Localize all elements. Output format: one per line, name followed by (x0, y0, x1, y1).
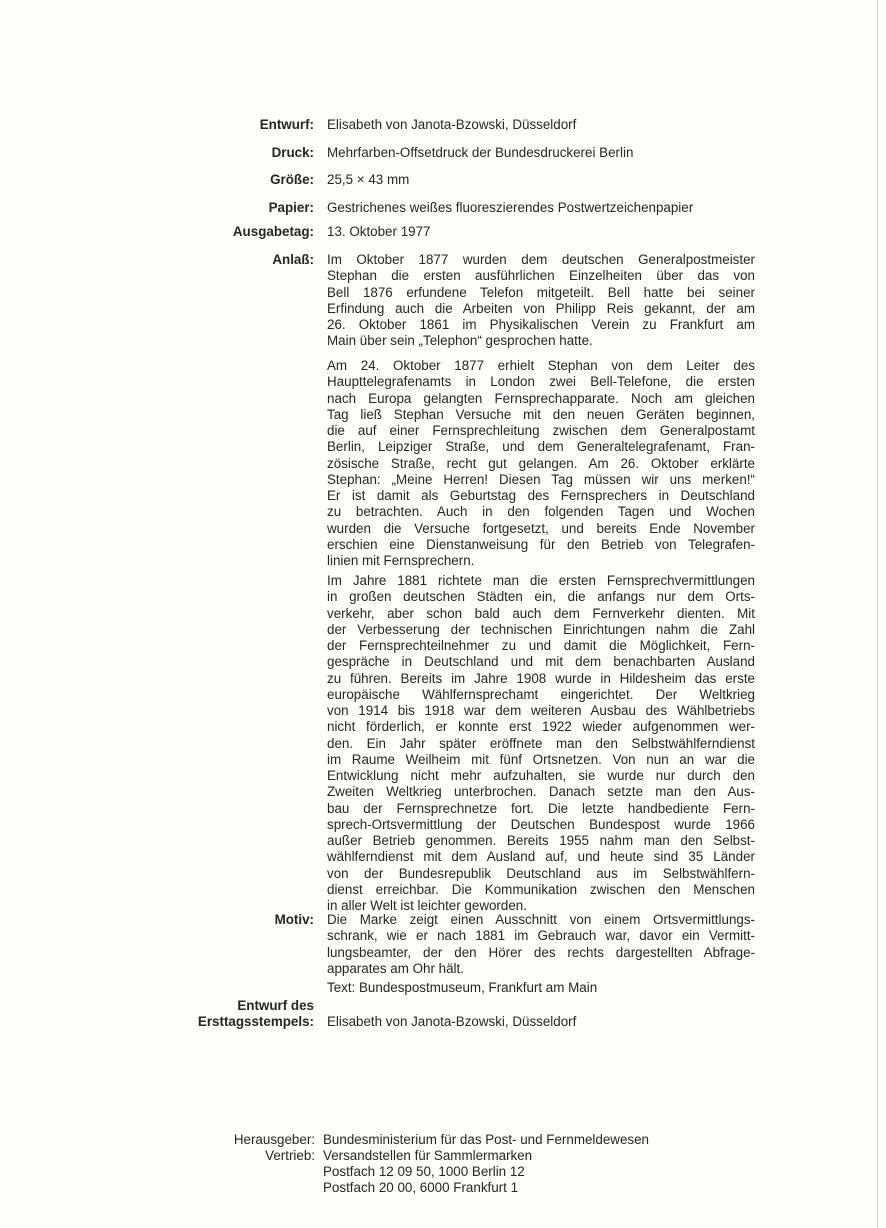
text-line: Die Marke zeigt einen Ausschnitt von einem Ortsvermittlungs- (327, 912, 755, 927)
anlass-label: Anlaß: (272, 252, 314, 267)
text-line: Tag ließ Stephan Versuche mit den neuen Geräten beginnen, (327, 406, 755, 422)
text-line: den. Ein Jahr später eröffnete man den Selbstwählferndienst (327, 735, 755, 751)
text-line: zu betrachten. Auch in den folgenden Tagen und Wochen (327, 504, 755, 520)
text-line: sprech-Ortsvermittlung der Deutschen Bundespost wurde 1966 (327, 816, 755, 832)
herausgeber-label: Herausgeber: (233, 1132, 315, 1147)
detail-label: Papier: (268, 200, 314, 215)
text-line: von 1914 bis 1918 war dem weiteren Ausbau des Wählbetriebs (327, 703, 755, 718)
detail-label: Druck: (271, 145, 314, 160)
text-line: Main über sein „Telephon“ gesprochen hatte. (327, 333, 593, 349)
text-line: in großen deutschen Städten ein, die anfangs nur dem Orts- (327, 589, 755, 605)
text-line: Am 24. Oktober 1877 erhielt Stephan von dem Leiter des (327, 358, 755, 373)
text-line: von der Bundesrepublik Deutschland aus im Selbstwählfern- (327, 865, 755, 881)
anlass-paragraph-1 (327, 252, 755, 350)
text-line: europäische Wählfernsprechamt eingerichtet. Der Weltkrieg (327, 686, 755, 702)
anlass-paragraph-3 (327, 573, 755, 914)
detail-value: Gestrichenes weißes fluoreszierendes Postwertzeichenpapier (327, 200, 694, 215)
detail-value: 13. Oktober 1977 (327, 224, 431, 239)
motiv-text-line (327, 980, 755, 996)
text-line: Im Oktober 1877 wurden dem deutschen Generalpostmeister (327, 252, 755, 267)
page-edge-line (877, 0, 878, 1228)
text-line: verkehr, aber schon bald auch dem Fernverkehr dienten. Mit (327, 605, 755, 621)
vertrieb-label: Vertrieb: (265, 1148, 315, 1163)
stempel-value: Elisabeth von Janota-Bzowski, Düsseldorf (327, 1014, 577, 1029)
text-line: Entwicklung nicht mehr aufzuhalten, sie wurde nur durch den (327, 768, 755, 783)
motiv-paragraph (327, 912, 755, 977)
text-line: bau der Fernsprechnetze fort. Die letzte handbediente Fern- (327, 800, 755, 816)
detail-value: Mehrfarben-Offsetdruck der Bundesdruckerei Berlin (327, 145, 634, 160)
text-line: nicht förderlich, er konnte erst 1922 wieder aufgenommen wer- (327, 719, 755, 735)
text-line: der Fernsprechteilnehmer zu und damit die Möglichkeit, Fern- (327, 638, 755, 653)
text-line: Erfindung auch die Arbeiten von Philipp Reis gekannt, der am (327, 300, 755, 316)
text-line: in aller Welt ist leichter geworden. (327, 898, 527, 913)
text-line: dienst erreichbar. Die Kommunikation zwischen den Menschen (327, 881, 755, 897)
motiv-label: Motiv: (274, 912, 314, 927)
text-line: linien mit Fernsprechern. (327, 553, 475, 568)
text-line: im Raume Weilheim mit fünf Ortsnetzen. Von nun an war die (327, 751, 755, 767)
vertrieb-line: Postfach 20 00, 6000 Frankfurt 1 (323, 1180, 519, 1195)
text-line: wurden die Versuche fortgesetzt, und bereits Ende November (327, 520, 755, 536)
text-line: gespräche in Deutschland und mit dem benachbarten Ausland (327, 654, 755, 670)
text-line: Haupttelegrafenamts in London zwei Bell-Telefone, die ersten (327, 374, 755, 390)
text-line: Berlin, Leipziger Straße, und dem Generaltelegrafenamt, Fran- (327, 439, 755, 455)
text-line: apparates am Ohr hält. (327, 960, 464, 976)
text-line: lungsbeamter, der den Hörer des rechts dargestellten Abfrage- (327, 944, 755, 960)
text-line: der Verbesserung der technischen Einrichtungen nahm die Zahl (327, 621, 755, 637)
anlass-paragraph-2 (327, 358, 755, 569)
text-line: Zweiten Weltkrieg unterbrochen. Danach setzte man den Aus- (327, 784, 755, 800)
text-line: wählferndienst mit dem Ausland auf, und heute sind 35 Länder (327, 849, 755, 865)
text-line: Text: Bundespostmuseum, Frankfurt am Main (327, 980, 598, 995)
text-line: Im Jahre 1881 richtete man die ersten Fernsprechvermittlungen (327, 573, 755, 588)
detail-value: Elisabeth von Janota-Bzowski, Düsseldorf (327, 117, 577, 132)
text-line: schrank, wie er nach 1881 im Gebrauch war, davor ein Vermitt- (327, 928, 755, 944)
text-line: erschien eine Dienstanweisung für den Betrieb von Telegrafen- (327, 536, 755, 552)
text-line: Bell 1876 erfundene Telefon mitgeteilt. Bell hatte bei seiner (327, 284, 755, 300)
vertrieb-line: Versandstellen für Sammlermarken (323, 1148, 533, 1163)
text-line: 26. Oktober 1861 im Physikalischen Verein zu Frankfurt am (327, 317, 755, 332)
detail-value: 25,5 × 43 mm (327, 172, 410, 187)
text-line: Stephan die ersten ausführlichen Einzelheiten über das von (327, 268, 755, 284)
vertrieb-line: Postfach 12 09 50, 1000 Berlin 12 (323, 1164, 525, 1179)
text-line: zösische Straße, recht gut gelangen. Am 26. Oktober erklärte (327, 455, 755, 471)
text-line: Er ist damit als Geburtstag des Fernsprechers in Deutschland (327, 488, 755, 503)
detail-label: Größe: (270, 172, 314, 187)
text-line: die auf einer Fernsprechleitung zwischen dem Generalpostamt (327, 423, 755, 438)
text-line: außer Betrieb genommen. Bereits 1955 nahm man den Selbst- (327, 833, 755, 848)
text-line: zu führen. Bereits im Jahre 1908 wurde in Hildesheim das erste (327, 670, 755, 686)
text-line: Stephan: „Meine Herren! Diesen Tag müssen wir uns merken!“ (327, 471, 755, 487)
text-line: nach Europa gelangten Fernsprechapparate. Noch am gleichen (327, 390, 755, 406)
stempel-label-line-1: Entwurf des (237, 998, 314, 1013)
herausgeber-value: Bundesministerium für das Post- und Fernmeldewesen (323, 1132, 649, 1147)
detail-label: Ausgabetag: (232, 224, 314, 239)
stempel-label-line-2: Ersttagsstempels: (197, 1014, 314, 1029)
detail-label: Entwurf: (259, 117, 314, 132)
